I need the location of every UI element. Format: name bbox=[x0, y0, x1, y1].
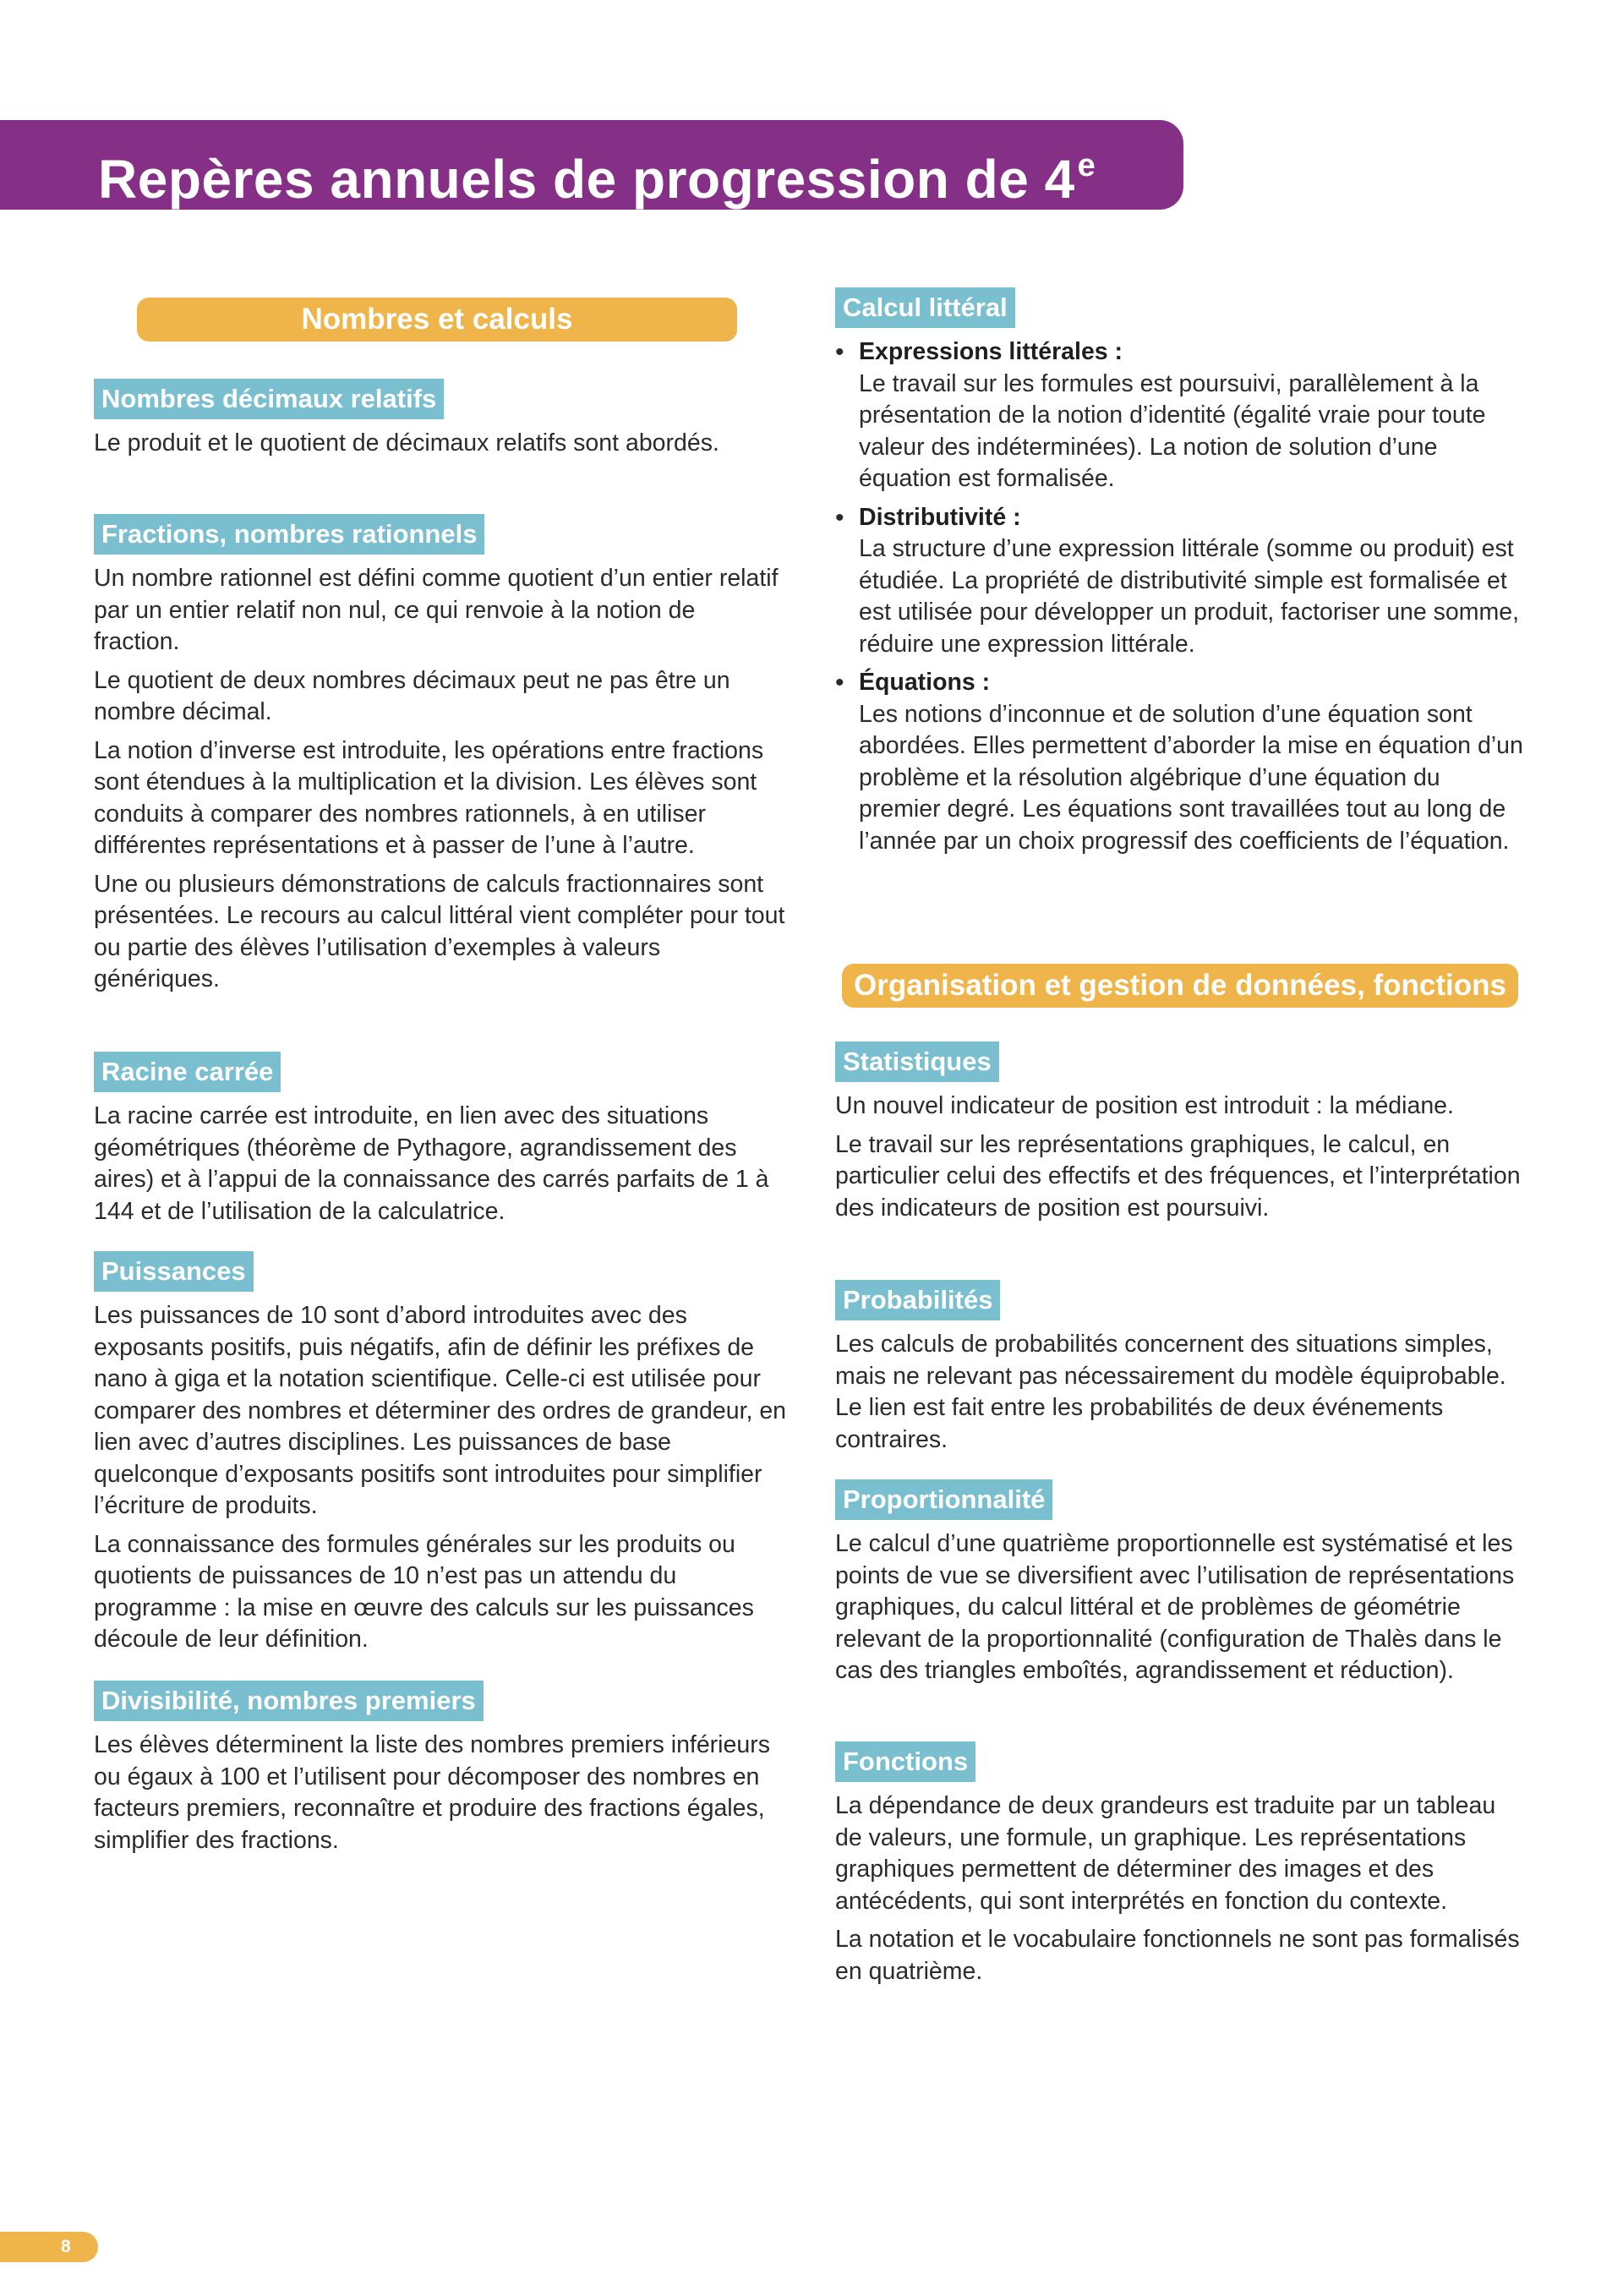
paragraph: Un nouvel indicateur de position est introduit : la médiane. bbox=[835, 1092, 1454, 1119]
section-heading: Nombres décimaux relatifs bbox=[94, 379, 444, 419]
section-heading: Fractions, nombres rationnels bbox=[94, 514, 484, 555]
paragraph: La racine carrée est introduite, en lien avec des situations géométriques (théorème de Pythagore, agrandissement des aires) et à l’appui de la connaissance des carrés parfaits de 1 à 144 et de l’utilisation de la calculatrice. bbox=[94, 1102, 769, 1225]
page-number: 8 bbox=[61, 2237, 71, 2256]
section-heading: Calcul littéral bbox=[835, 287, 1015, 328]
bullet-title: • Distributivité : bbox=[859, 503, 1021, 531]
section-probabilites bbox=[835, 1280, 1528, 1462]
paragraph: Les élèves déterminent la liste des nombres premiers inférieurs ou égaux à 100 et l’utilisent pour décomposer des nombres en facteurs premiers, reconnaître et produire des fractions égales, simplifier des fractions. bbox=[94, 1731, 770, 1854]
section-heading: Puissances bbox=[94, 1251, 254, 1292]
section-calcul-litteral bbox=[835, 287, 1528, 864]
list-item bbox=[835, 336, 1528, 495]
section-heading: Probabilités bbox=[835, 1280, 1000, 1320]
section-heading: Proportionnalité bbox=[835, 1479, 1052, 1520]
paragraph: Les notions d’inconnue et de solution d’une équation sont abordées. Elles permettent d’aborder la mise en équation d’un problème et la résolution algébrique d’une équation du premier degré. Les équations sont travaillées tout au long de l’année par un choix progressif des coefficients de l’équation. bbox=[859, 700, 1523, 855]
list-item bbox=[835, 667, 1528, 857]
paragraph: Le quotient de deux nombres décimaux peut ne pas être un nombre décimal. bbox=[94, 666, 730, 725]
paragraph: Les calculs de probabilités concernent des situations simples, mais ne relevant pas nécessairement du modèle équiprobable. Le lien est fait entre les probabilités de deux événements contraires. bbox=[835, 1331, 1506, 1453]
section-fonctions bbox=[835, 1741, 1528, 1994]
list-item bbox=[835, 502, 1528, 661]
paragraph: Une ou plusieurs démonstrations de calculs fractionnaires sont présentées. Le recours au calcul littéral vient compléter pour tout ou partie des élèves l’utilisation d’exemples à valeurs génériques. bbox=[94, 870, 785, 992]
page-title: Repères annuels de progression de 4e bbox=[98, 148, 1096, 210]
section-statistiques bbox=[835, 1041, 1528, 1231]
section-puissances bbox=[94, 1251, 787, 1663]
paragraph: Le travail sur les représentations graphiques, le calcul, en particulier celui des effectifs et des fréquences, et l’interprétation des indicateurs de position est poursuivi. bbox=[835, 1130, 1521, 1222]
bullet-title: • Équations : bbox=[859, 669, 991, 696]
section-proportionnalite bbox=[835, 1479, 1528, 1694]
paragraph: Le produit et le quotient de décimaux relatifs sont abordés. bbox=[94, 429, 719, 456]
section-nombres-decimaux bbox=[94, 379, 787, 467]
section-heading: Divisibilité, nombres premiers bbox=[94, 1681, 484, 1721]
bullet-list bbox=[835, 336, 1528, 857]
paragraph: La connaissance des formules générales sur les produits ou quotients de puissances de 10 n’est pas un attendu du programme : la mise en œuvre des calculs sur les puissances découle de leur définition. bbox=[94, 1530, 754, 1653]
section-racine-carree bbox=[94, 1052, 787, 1234]
section-heading: Racine carrée bbox=[94, 1052, 281, 1092]
page-number-tab bbox=[0, 2232, 98, 2262]
section-band-organisation-donnees: Organisation et gestion de données, fonctions bbox=[842, 964, 1518, 1008]
section-fractions bbox=[94, 514, 787, 1003]
paragraph: La notion d’inverse est introduite, les opérations entre fractions sont étendues à la multiplication et la division. Les élèves sont conduits à comparer des nombres rationnels, à en utiliser différentes représentations et à passer de l’une à l’autre. bbox=[94, 736, 764, 859]
paragraph: La dépendance de deux grandeurs est traduite par un tableau de valeurs, une formule, un graphique. Les représentations graphiques permettent de déterminer des images et des antécédents, qui sont interprétés en fonction du contexte. bbox=[835, 1792, 1496, 1915]
bullet-title: • Expressions littérales : bbox=[859, 338, 1123, 365]
section-heading: Fonctions bbox=[835, 1741, 975, 1782]
paragraph: Un nombre rationnel est défini comme quotient d’un entier relatif par un entier relatif non nul, ce qui renvoie à la notion de fraction. bbox=[94, 565, 779, 655]
paragraph: La notation et le vocabulaire fonctionnels ne sont pas formalisés en quatrième. bbox=[835, 1926, 1520, 1985]
paragraph: La structure d’une expression littérale (somme ou produit) est étudiée. La propriété de distributivité simple est formalisée et est utilisée pour développer un produit, factoriser une somme, réduire une expression littérale. bbox=[859, 535, 1520, 658]
paragraph: Le calcul d’une quatrième proportionnelle est systématisé et les points de vue se diversifient avec l’utilisation de représentations graphiques, du calcul littéral et de problèmes de géométrie relevant de la proportionnalité (configuration de Thalès dans le cas des triangles emboîtés, agrandissement et réduction). bbox=[835, 1530, 1515, 1684]
paragraph: Le travail sur les formules est poursuivi, parallèlement à la présentation de la notion d’identité (égalité vraie pour toute valeur des indéterminées). La notion de solution d’une équation est formalisée. bbox=[859, 369, 1486, 492]
section-heading: Statistiques bbox=[835, 1041, 999, 1082]
section-band-nombres-calculs: Nombres et calculs bbox=[137, 298, 737, 342]
paragraph: Les puissances de 10 sont d’abord introduites avec des exposants positifs, puis négatifs, afin de définir les préfixes de nano à giga et la notation scientifique. Celle-ci est utilisée pour comparer des nombres et déterminer des ordres de grandeur, en lien avec d’autres disciplines. Les puissances de base quelconque d’exposants positifs sont introduites pour simplifier l’écriture de produits. bbox=[94, 1302, 787, 1519]
section-divisibilite bbox=[94, 1681, 787, 1863]
